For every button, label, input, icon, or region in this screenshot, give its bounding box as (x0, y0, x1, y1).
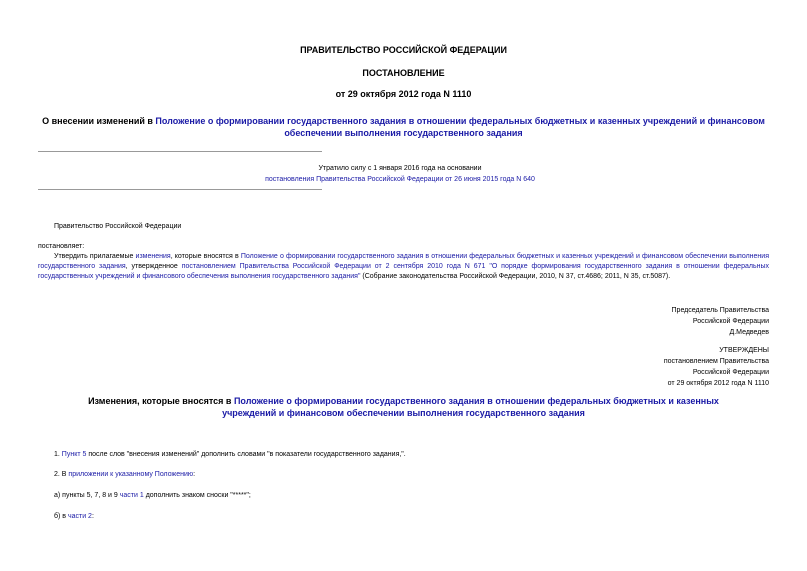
document-date: от 29 октября 2012 года N 1110 (335, 89, 472, 99)
status-repeal-link-wrap (150, 175, 650, 185)
document-title (40, 115, 767, 139)
item-1-link[interactable]: Пункт 5 (61, 451, 87, 458)
item-1-text: после слов "внесения изменений" дополнить словами "в показатели государственного задания,". (86, 451, 406, 458)
p1-text-c: , утвержденное (125, 263, 182, 270)
item-1 (54, 450, 406, 460)
item-4-link[interactable]: части 2 (67, 513, 92, 520)
approved-line-4: от 29 октября 2012 года N 1110 (667, 380, 769, 387)
item-3-text-b: дополнить знаком сноски "*****"; (143, 492, 251, 499)
item-4 (54, 512, 94, 522)
p1-text-b: , которые вносятся в (170, 253, 241, 260)
approved-block (664, 345, 769, 389)
item-3 (54, 491, 251, 501)
item-2-num: 2. В (54, 471, 69, 478)
item-2 (54, 470, 195, 480)
issuer: Правительство Российской Федерации (54, 223, 182, 230)
approved-line-3: Российской Федерации (692, 369, 769, 376)
signature-line-3: Д.Медведев (729, 329, 769, 336)
item-4-text-b: : (91, 513, 94, 520)
divider-bottom (38, 189, 322, 190)
government-heading: ПРАВИТЕЛЬСТВО РОССИЙСКОЙ ФЕДЕРАЦИИ (300, 45, 507, 55)
regulation-link[interactable]: Положение о формировании государственного задания в отношении федеральных бюджетных и казенных учреждений и финансовом обеспечении выполнения государственного задания (38, 253, 769, 270)
approved-line-1: УТВЕРЖДЕНЫ (719, 347, 769, 354)
title-regulation-link[interactable]: Положение о формировании государственного задания в отношении федеральных бюджетных и казенных учреждений и финансовом обеспечении выполнения государственного задания (155, 116, 765, 138)
signature-block (672, 305, 769, 338)
status-repeal-link[interactable]: постановления Правительства Российской Федерации от 26 июня 2015 года N 640 (265, 176, 535, 183)
decides: постановляет: (38, 243, 85, 250)
changes-title (60, 395, 747, 419)
changes-title-link[interactable]: Положение о формировании государственного задания в отношении федеральных бюджетных и казенных учреждений и финансовом обеспечении выполнения государственного задания (222, 396, 719, 418)
item-3-text-a: а) пункты 5, 7, 8 и 9 (54, 492, 120, 499)
signature-line-1: Председатель Правительства (671, 307, 769, 314)
item-2-link[interactable]: приложении к указанному Положению (68, 471, 194, 478)
item-1-num: 1. (54, 451, 62, 458)
title-prefix: О внесении изменений в (42, 116, 156, 126)
item-3-link[interactable]: части 1 (119, 492, 144, 499)
signature-line-2: Российской Федерации (692, 318, 769, 325)
paragraph-approve (38, 252, 769, 282)
document-type: ПОСТАНОВЛЕНИЕ (362, 68, 445, 78)
approved-line-2: постановлением Правительства (663, 358, 769, 365)
divider-top (38, 151, 322, 152)
p1-text-a: Утвердить прилагаемые (54, 253, 136, 260)
resolution-671-link[interactable]: постановлением Правительства Российской Федерации от 2 сентября 2010 года N 671 "О порядке формирования государственного задания в отношении федеральных государственных учреждений и финансового обеспечения выполнения государственного задания" (38, 263, 769, 280)
status-line: Утратило силу с 1 января 2016 года на основании (318, 165, 482, 172)
changes-title-prefix: Изменения, которые вносятся в (88, 396, 234, 406)
p1-text-d: (Собрание законодательства Российской Федерации, 2010, N 37, ст.4686; 2011, N 35, ст.5087). (360, 273, 671, 280)
item-2-text: : (193, 471, 196, 478)
changes-link[interactable]: изменения (135, 253, 171, 260)
item-4-text-a: б) в (54, 513, 68, 520)
